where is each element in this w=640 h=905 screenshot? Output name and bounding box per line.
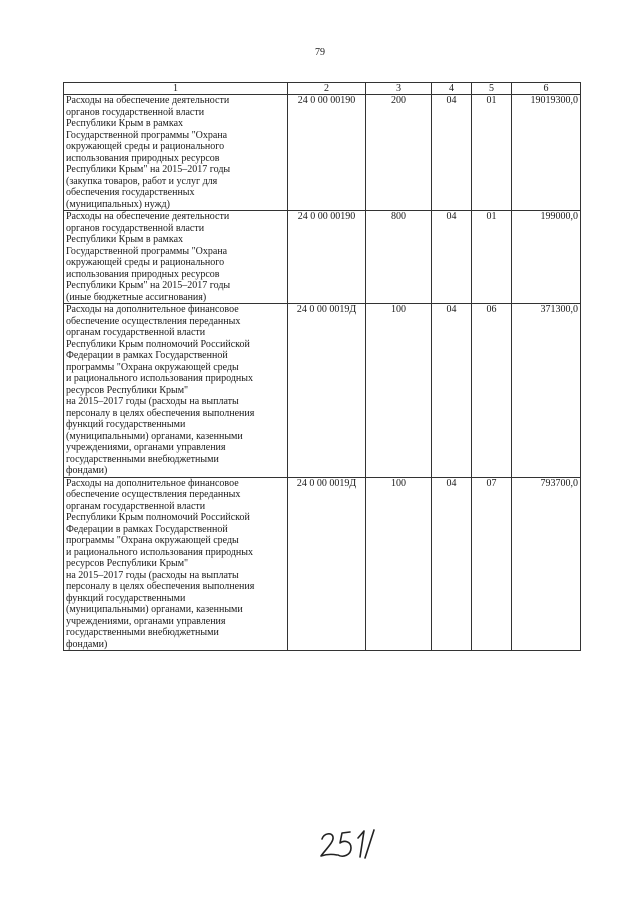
header-col-3: 3 (366, 83, 432, 95)
row-target-code: 24 0 00 0019Д (288, 304, 366, 478)
table-row (64, 211, 581, 304)
row-description: Расходы на обеспечение деятельности органов государственной власти Республики Крым в рамках Государственной программы "Охрана окружающей среды и рационального использования природных ресурсов Республики Крым" на 2015–2017 годы (иные бюджетные ассигнования) (64, 211, 288, 304)
row-expense-type: 100 (366, 477, 432, 651)
page-number: 79 (315, 47, 325, 58)
row-amount: 19019300,0 (512, 95, 581, 211)
row-section: 04 (432, 95, 472, 211)
header-col-2: 2 (288, 83, 366, 95)
row-description: Расходы на дополнительное финансовое обеспечение осуществления переданных органам государственной власти Республики Крым полномочий Российской Федерации в рамках Государственной программы "Охрана окружающей среды и рационального использования природных ресурсов Республики Крым" на 2015–2017 годы (расходы на выплаты персоналу в целях обеспечения выполнения функций государственными (муниципальными) органами, казенными учреждениями, органами управления государственными внебюджетными фондами) (64, 304, 288, 478)
row-expense-type: 200 (366, 95, 432, 211)
budget-table (63, 82, 581, 651)
header-col-4: 4 (432, 83, 472, 95)
row-amount: 793700,0 (512, 477, 581, 651)
table-row (64, 477, 581, 651)
row-target-code: 24 0 00 00190 (288, 95, 366, 211)
row-section: 04 (432, 304, 472, 478)
table-header-row (64, 83, 581, 95)
row-expense-type: 800 (366, 211, 432, 304)
row-section: 04 (432, 211, 472, 304)
table-row (64, 304, 581, 478)
handwritten-page-number (318, 825, 378, 865)
row-subsection: 07 (472, 477, 512, 651)
table-row (64, 95, 581, 211)
row-description: Расходы на дополнительное финансовое обеспечение осуществления переданных органам государственной власти Республики Крым полномочий Российской Федерации в рамках Государственной программы "Охрана окружающей среды и рационального использования природных ресурсов Республики Крым" на 2015–2017 годы (расходы на выплаты персоналу в целях обеспечения выполнения функций государственными (муниципальными) органами, казенными учреждениями, органами управления государственными внебюджетными фондами) (64, 477, 288, 651)
row-amount: 199000,0 (512, 211, 581, 304)
row-expense-type: 100 (366, 304, 432, 478)
header-col-6: 6 (512, 83, 581, 95)
row-target-code: 24 0 00 0019Д (288, 477, 366, 651)
row-target-code: 24 0 00 00190 (288, 211, 366, 304)
header-col-5: 5 (472, 83, 512, 95)
row-subsection: 01 (472, 211, 512, 304)
row-section: 04 (432, 477, 472, 651)
row-description: Расходы на обеспечение деятельности органов государственной власти Республики Крым в рамках Государственной программы "Охрана окружающей среды и рационального использования природных ресурсов Республики Крым" на 2015–2017 годы (закупка товаров, работ и услуг для обеспечения государственных (муниципальных) нужд) (64, 95, 288, 211)
header-col-1: 1 (64, 83, 288, 95)
row-subsection: 01 (472, 95, 512, 211)
row-amount: 371300,0 (512, 304, 581, 478)
row-subsection: 06 (472, 304, 512, 478)
